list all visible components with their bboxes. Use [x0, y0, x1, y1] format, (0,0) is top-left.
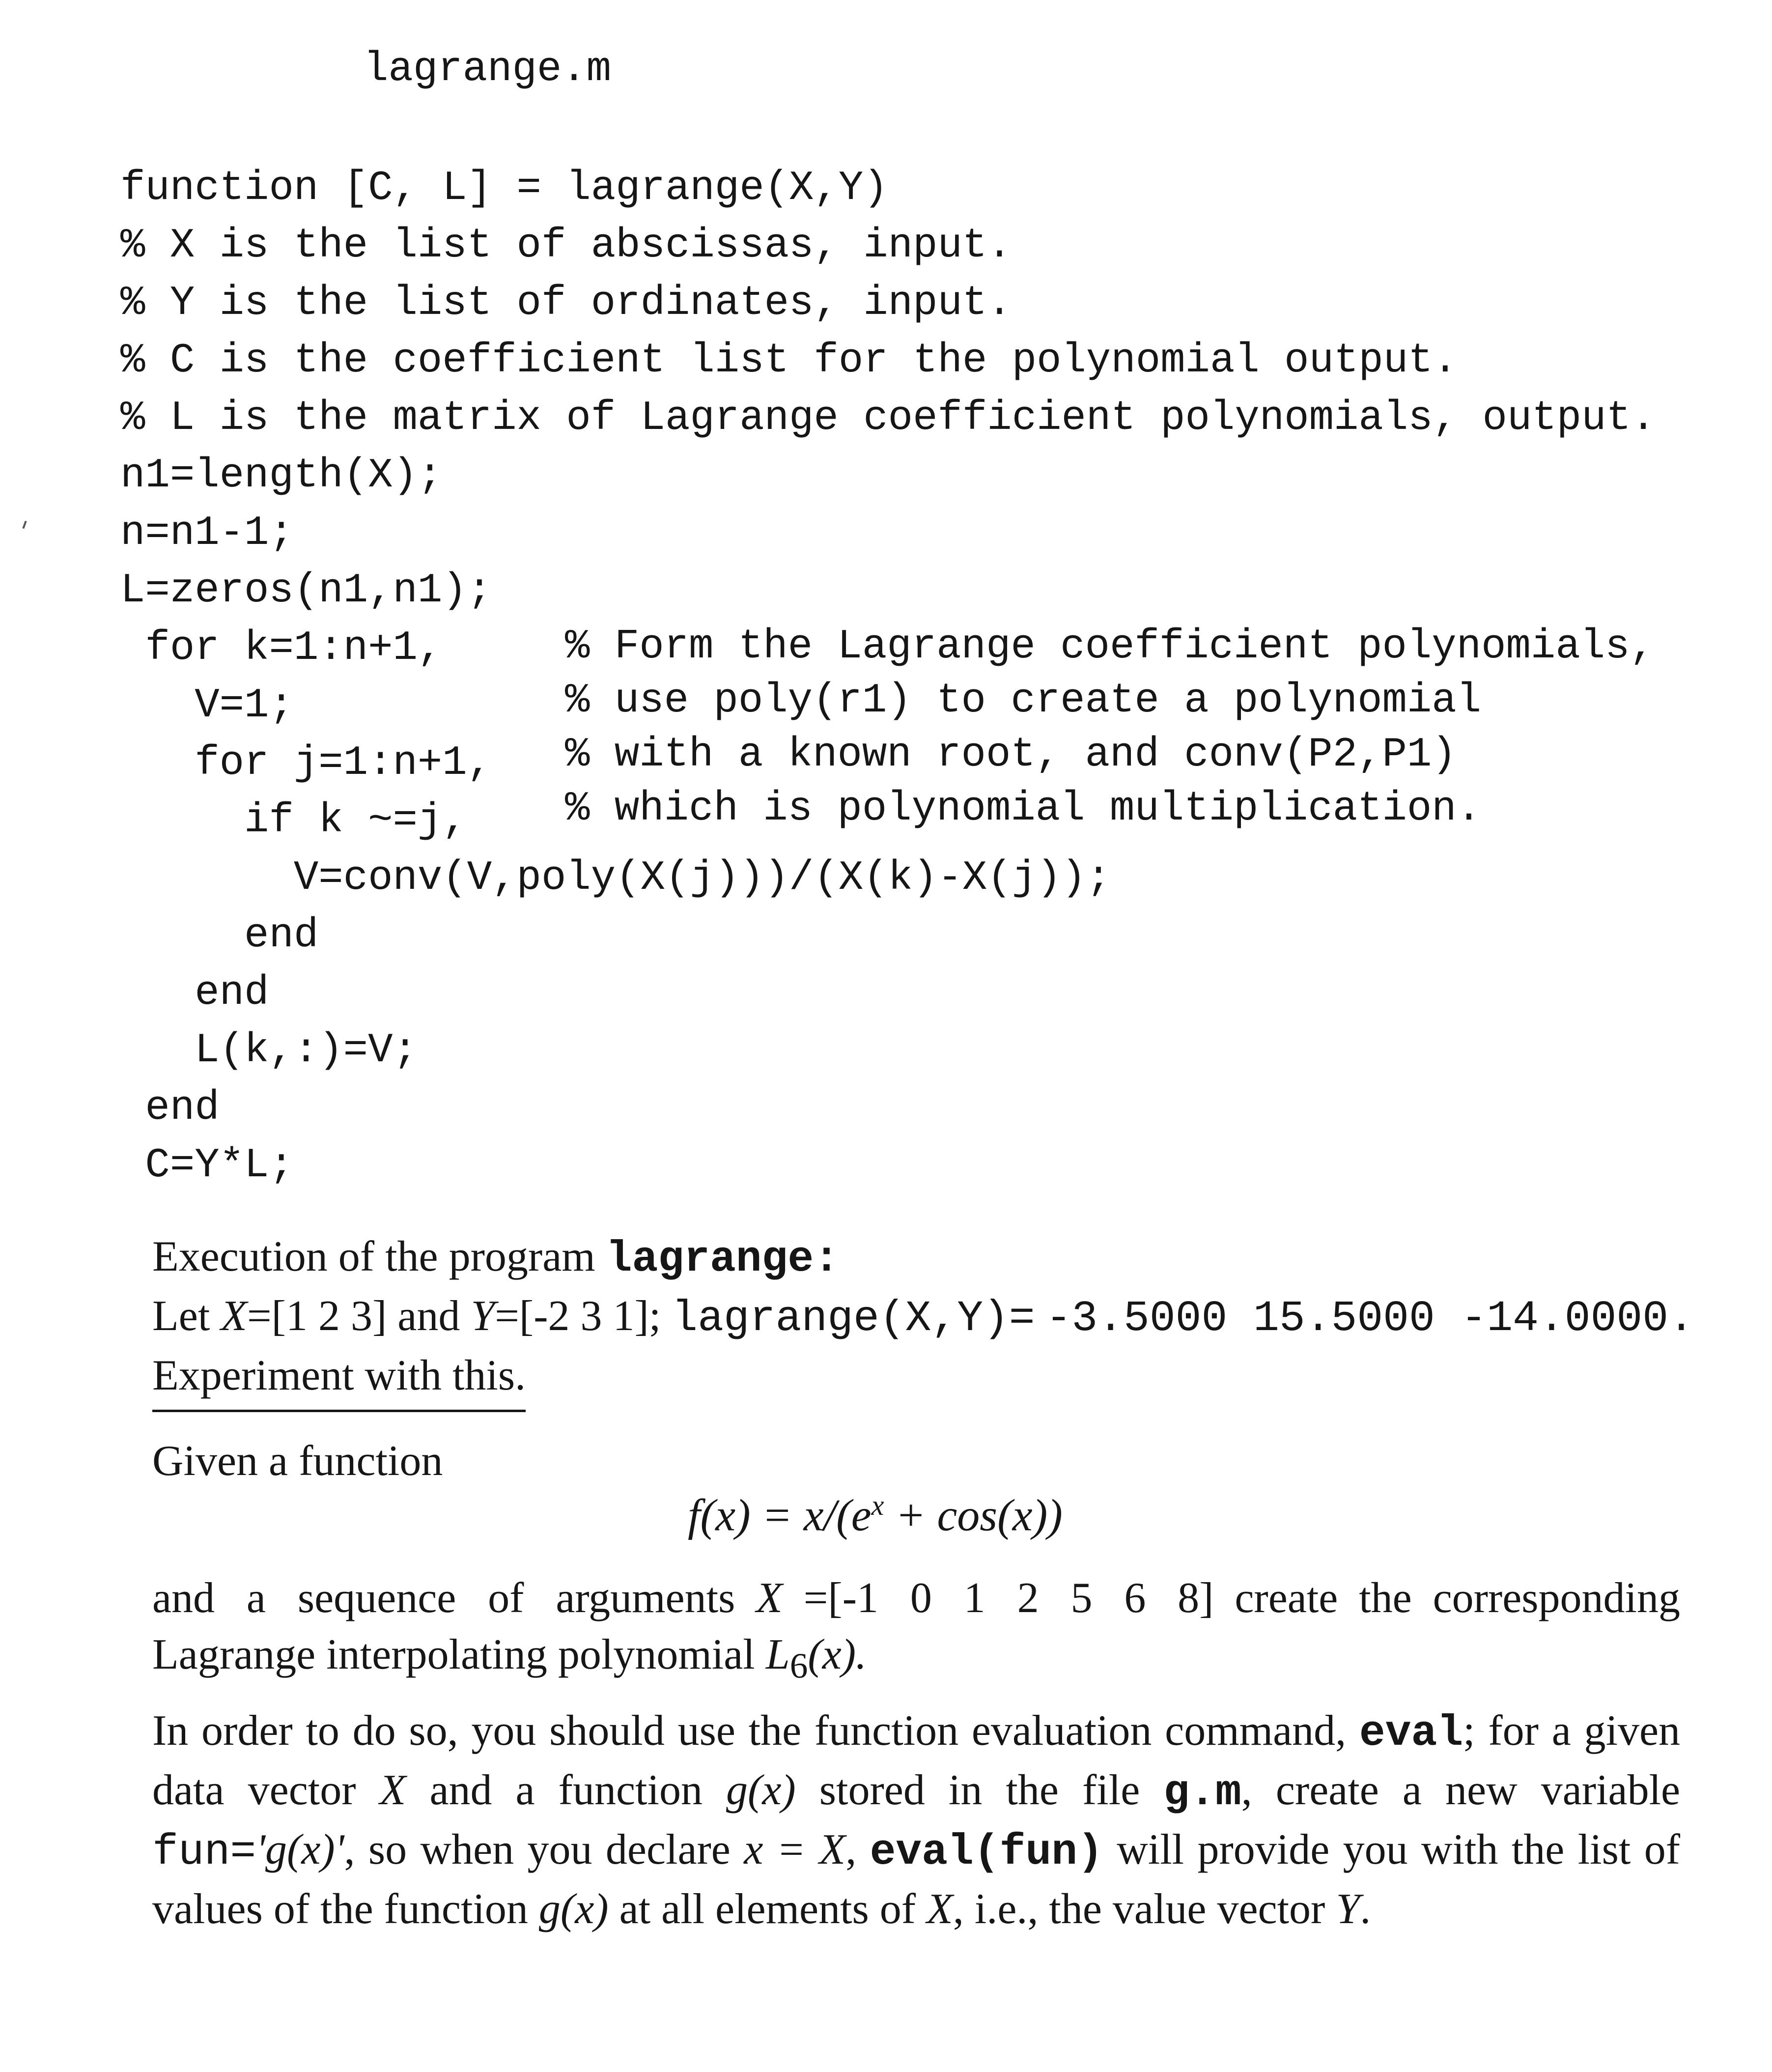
experiment-line-wrap	[152, 1347, 1700, 1412]
code-line: n1=length(X);	[120, 453, 443, 499]
eval-text: will provide you with the list of values of the function	[152, 1826, 1681, 1933]
code-line: end	[120, 970, 269, 1017]
code-line: % Y is the list of ordinates, input.	[120, 280, 1012, 327]
g-function: g(x)	[726, 1766, 796, 1814]
arguments-paragraph	[152, 1570, 1680, 1694]
args-text: and a sequence of arguments	[152, 1574, 735, 1622]
y-value: =[-2 3 1];	[495, 1292, 661, 1340]
function-call: lagrange(X,Y)=	[672, 1295, 1035, 1343]
eval-text: ,	[845, 1826, 857, 1873]
formula-exponent: x	[871, 1489, 884, 1521]
code-line: L=zeros(n1,n1);	[120, 568, 492, 614]
code-comment: % Form the Lagrange coefficient polynomials,	[565, 624, 1655, 670]
polynomial-subscript: 6	[789, 1646, 808, 1686]
x-value: =[1 2 3]	[247, 1292, 387, 1340]
and-text: and	[397, 1292, 460, 1340]
x-variable: X	[379, 1766, 406, 1814]
eval-text: .	[1360, 1885, 1371, 1933]
formula-lhs: f(x) = x/(e	[688, 1490, 872, 1540]
eval-command: eval	[1359, 1709, 1463, 1758]
experiment-note: Experiment with this.	[152, 1347, 526, 1412]
eval-text: ; for a given data vector	[152, 1707, 1681, 1814]
code-line: V=1;	[120, 682, 294, 729]
eval-text: stored in the file	[819, 1766, 1140, 1814]
code-line: function [C, L] = lagrange(X,Y)	[120, 165, 888, 212]
execution-example	[152, 1288, 1700, 1347]
eval-text: at all elements of	[619, 1885, 916, 1933]
code-line: % C is the coefficient list for the polynomial output.	[120, 338, 1458, 384]
fun-string: 'g(x)'	[256, 1826, 344, 1873]
file-title: lagrange.m	[364, 46, 612, 93]
code-line: L(k,:)=V;	[120, 1027, 418, 1074]
declaration: x = X	[744, 1826, 846, 1873]
code-line: if k ~=j,	[120, 797, 467, 844]
code-line: for k=1:n+1,	[120, 625, 443, 672]
code-comment: % use poly(r1) to create a polynomial	[565, 678, 1482, 724]
y-variable: Y	[471, 1292, 495, 1340]
function-formula	[688, 1491, 1063, 1538]
x-variable: X	[221, 1292, 248, 1340]
eval-text: In order to do so, you should use the function evaluation command,	[152, 1707, 1347, 1755]
execution-heading-text: Execution of the program	[152, 1233, 595, 1280]
scan-mark	[22, 521, 27, 529]
code-line: % L is the matrix of Lagrange coefficient polynomials, output.	[120, 395, 1656, 442]
code-line: V=conv(V,poly(X(j)))/(X(k)-X(j));	[120, 855, 1111, 902]
x-variable: X	[756, 1574, 783, 1622]
y-variable: Y	[1336, 1885, 1360, 1933]
code-line: n=n1-1;	[120, 510, 294, 557]
code-line: % X is the list of abscissas, input.	[120, 223, 1012, 269]
eval-text: , i.e., the value vector	[953, 1885, 1325, 1933]
code-line: end	[120, 1085, 220, 1132]
file-name: g.m	[1163, 1769, 1241, 1817]
code-line: end	[120, 912, 319, 959]
args-text: create the corresponding Lagrange interpolating polynomial	[152, 1574, 1680, 1678]
fun-variable: fun=	[152, 1828, 256, 1877]
eval-fun-call: eval(fun)	[870, 1828, 1103, 1877]
program-name: lagrange:	[606, 1235, 840, 1284]
polynomial-argument: (x).	[808, 1631, 867, 1678]
code-comment: % with a known root, and conv(P2,P1)	[565, 732, 1457, 778]
given-function-text: Given a function	[152, 1437, 443, 1485]
args-values: =[-1 0 1 2 5 6 8]	[803, 1574, 1214, 1622]
eval-text: , create a new variable	[1241, 1766, 1681, 1814]
eval-text: , so when you declare	[344, 1826, 731, 1873]
eval-paragraph	[152, 1703, 1680, 1937]
code-side-comments	[565, 620, 1655, 836]
formula-rhs: + cos(x))	[884, 1490, 1063, 1540]
eval-text: and a function	[429, 1766, 703, 1814]
x-variable: X	[927, 1885, 953, 1933]
code-comment: % which is polynomial multiplication.	[565, 786, 1482, 832]
g-function: g(x)	[538, 1885, 609, 1933]
code-line: for j=1:n+1,	[120, 740, 492, 787]
execution-section	[152, 1228, 1700, 1412]
polynomial-symbol: L	[765, 1631, 790, 1678]
execution-heading	[152, 1228, 1700, 1288]
let-text: Let	[152, 1292, 210, 1340]
result-values: -3.5000 15.5000 -14.0000.	[1045, 1295, 1694, 1343]
code-line: C=Y*L;	[120, 1142, 294, 1189]
